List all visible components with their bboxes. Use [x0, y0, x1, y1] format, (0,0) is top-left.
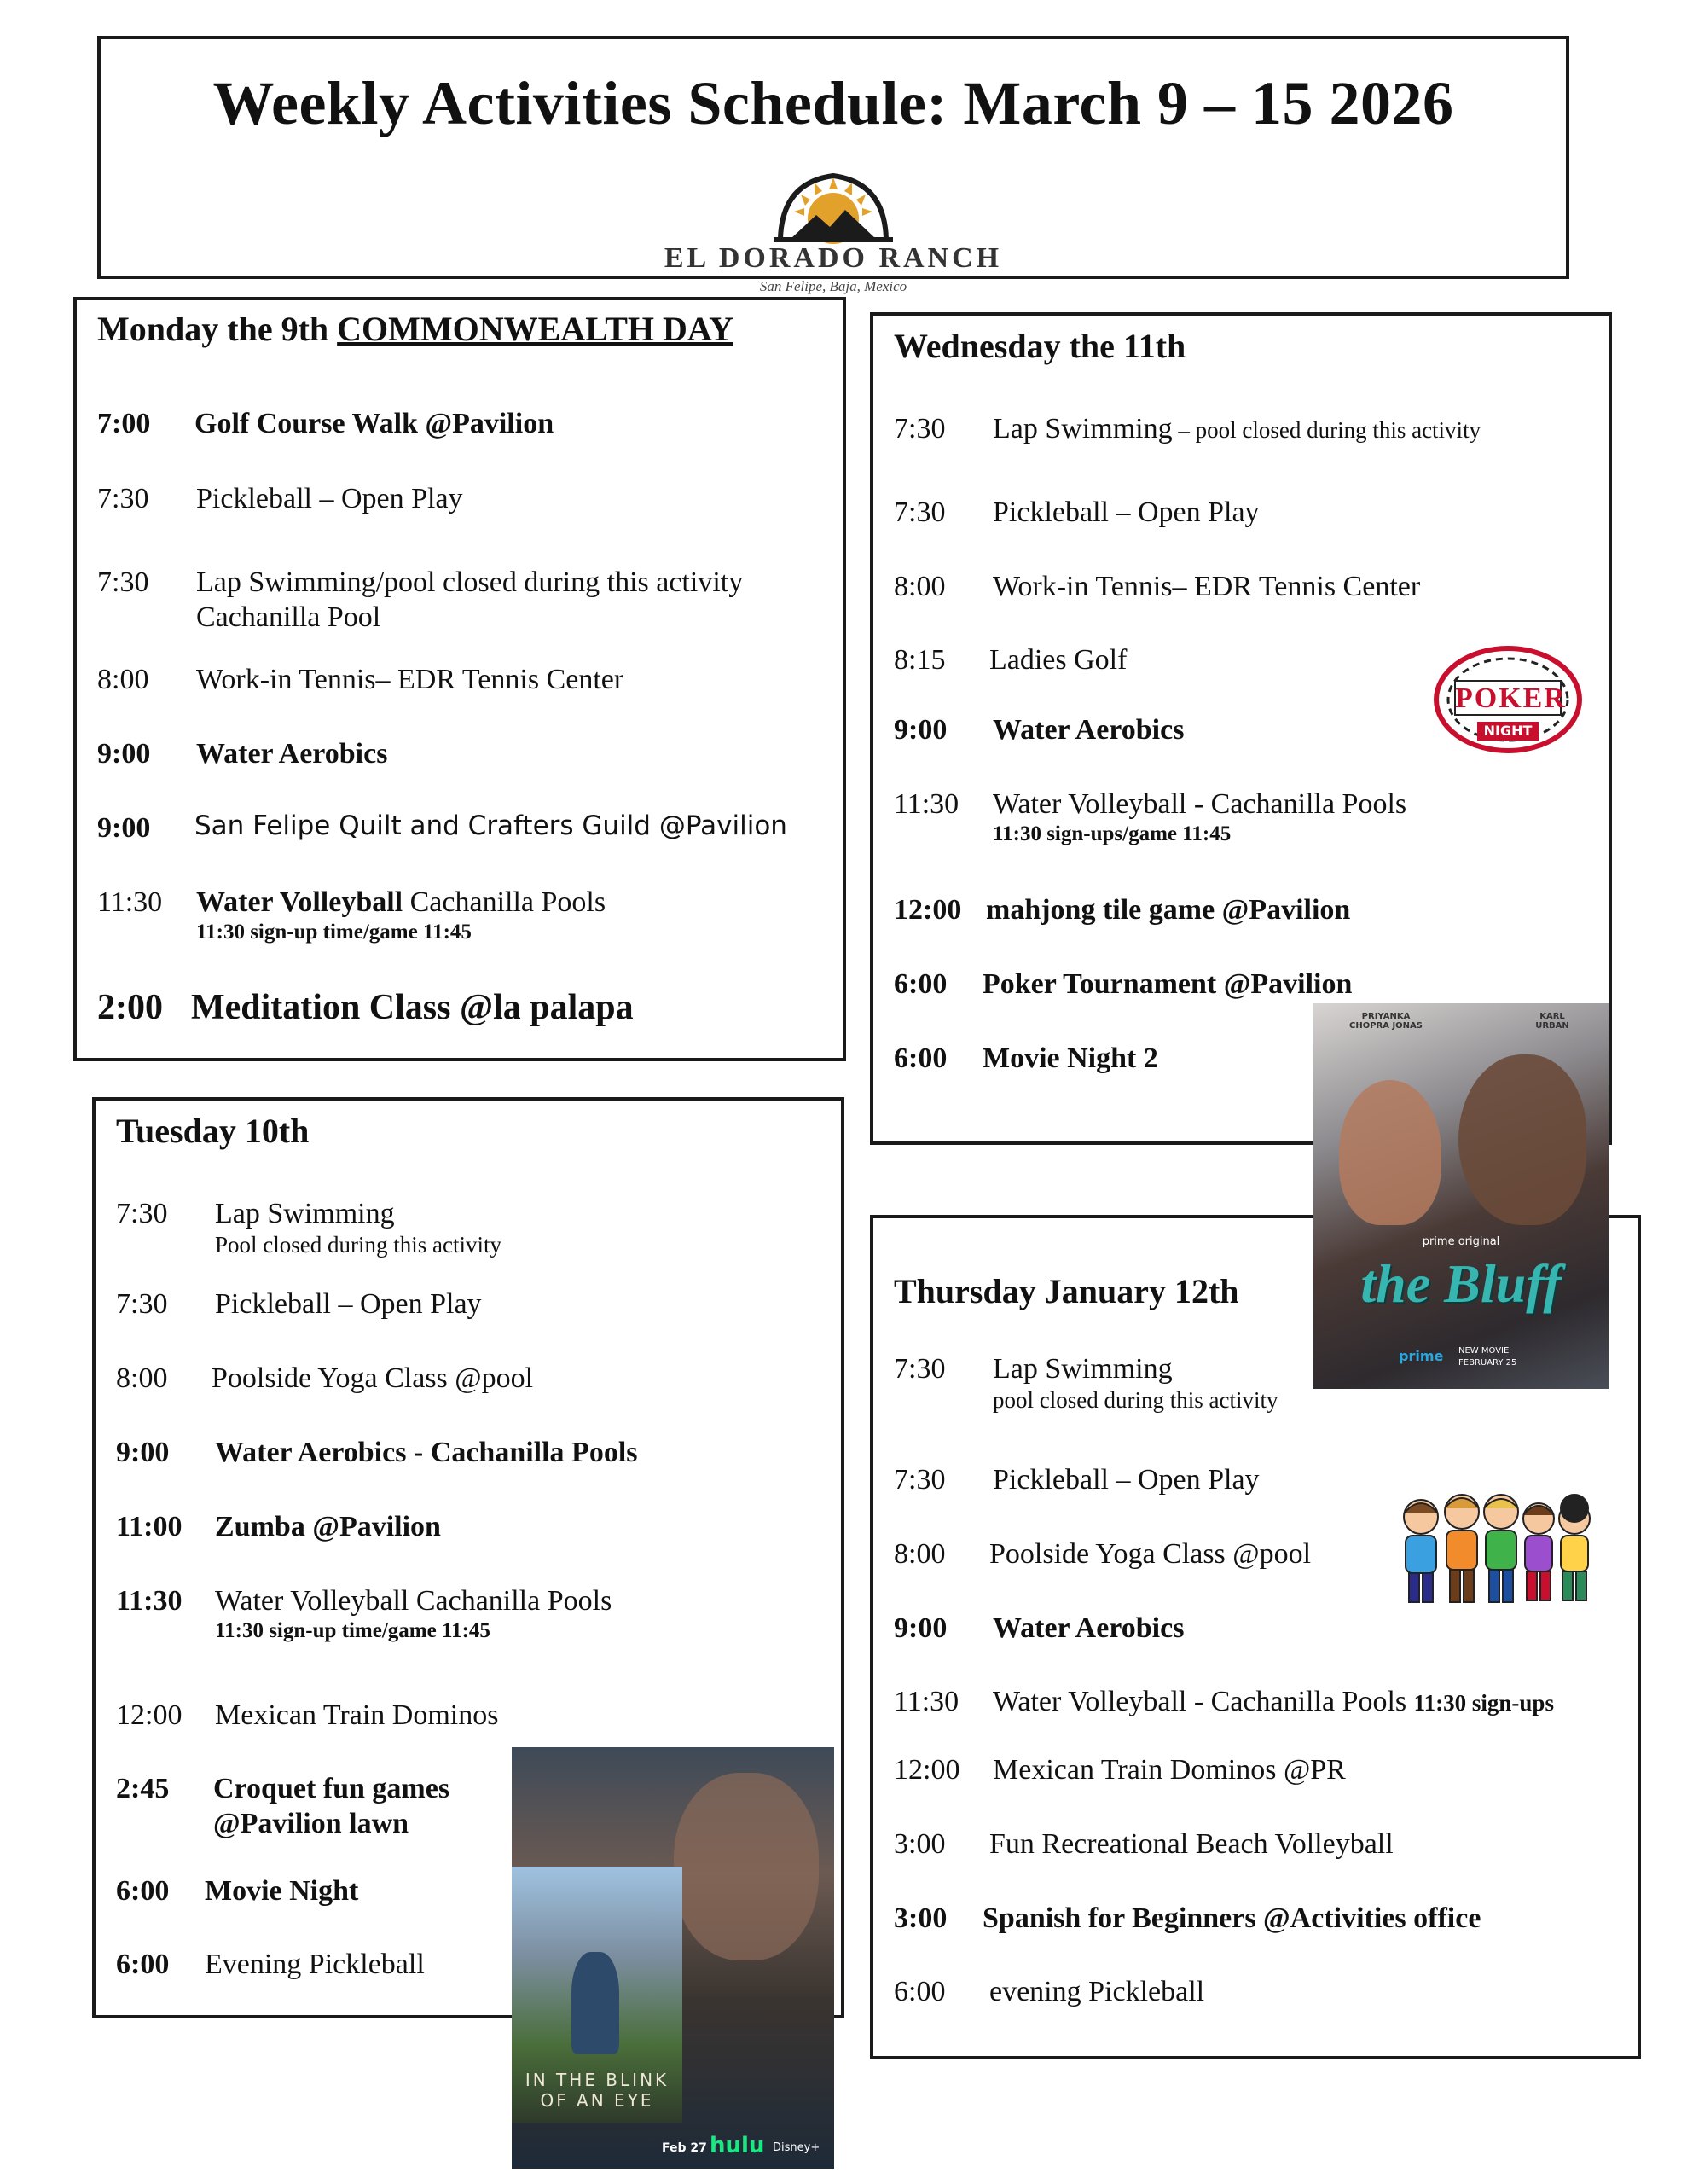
- item-activity: Water Volleyball Cachanilla Pools: [215, 1585, 612, 1617]
- item-activity: Lap Swimming: [993, 1353, 1173, 1385]
- el-dorado-logo: [101, 167, 1566, 295]
- item-activity: Golf Course Walk @Pavilion: [194, 408, 554, 439]
- in-the-blink-poster: [512, 1747, 834, 2169]
- item-activity: Movie Night: [205, 1875, 359, 1907]
- poster-figure-right: [1458, 1054, 1586, 1225]
- header-box: [97, 36, 1569, 294]
- item-time: 2:45: [116, 1773, 170, 1804]
- item-subtext: 11:30 sign-ups/game 11:45: [993, 822, 1232, 846]
- item-time: 7:30: [116, 1198, 168, 1229]
- monday-holiday: COMMONWEALTH DAY: [337, 310, 734, 348]
- item-activity: Croquet fun games: [213, 1773, 450, 1804]
- item-time: 11:30: [894, 788, 959, 820]
- the-bluff-poster: [1313, 1003, 1609, 1389]
- wednesday-title: Wednesday the 11th: [894, 327, 1186, 365]
- item-note: – pool closed during this activity: [1172, 417, 1481, 443]
- item-time: 12:00: [894, 894, 962, 926]
- item-time: 7:30: [97, 483, 149, 514]
- item-time: 9:00: [116, 1437, 170, 1468]
- sun-mountain-icon: [774, 167, 893, 244]
- item-time: 11:30: [894, 1686, 959, 1717]
- item-note: 11:30 sign-ups: [1413, 1690, 1554, 1716]
- monday-box: [73, 297, 846, 1061]
- item-time: 12:00: [116, 1699, 183, 1731]
- item-activity: Meditation Class @la palapa: [191, 988, 634, 1027]
- item-time: 6:00: [894, 1976, 946, 2007]
- item-time: 6:00: [894, 968, 948, 1000]
- item-activity: Zumba @Pavilion: [215, 1511, 441, 1542]
- poster-release-label: NEW MOVIE: [1458, 1346, 1510, 1356]
- item-activity: Water Aerobics - Cachanilla Pools: [215, 1437, 638, 1468]
- item-time: 8:00: [894, 571, 946, 602]
- item-time: 8:00: [894, 1538, 946, 1570]
- item-time: 8:00: [97, 664, 149, 695]
- poster-figure-left: [1339, 1080, 1441, 1225]
- tuesday-title: Tuesday 10th: [116, 1112, 310, 1150]
- item-activity-bold: Water Volleyball: [196, 886, 403, 918]
- poster-badge: prime original: [1422, 1235, 1500, 1248]
- item-activity: Water Aerobics: [993, 1612, 1185, 1644]
- kids-clipart-image: [1392, 1488, 1602, 1616]
- item-activity: Pickleball – Open Play: [993, 497, 1260, 528]
- item-activity: Lap Swimming/pool closed during this activity: [196, 566, 744, 598]
- item-time: 7:30: [97, 566, 149, 598]
- item-time: 3:00: [894, 1828, 946, 1860]
- item-activity: Evening Pickleball: [205, 1949, 425, 1980]
- item-time: 2:00: [97, 988, 163, 1027]
- poster-title-line2: OF AN EYE: [540, 2090, 654, 2111]
- item-activity: mahjong tile game @Pavilion: [986, 894, 1351, 926]
- item-activity: evening Pickleball: [989, 1976, 1205, 2007]
- item-activity: Poolside Yoga Class @pool: [212, 1362, 534, 1394]
- item-activity: Water Volleyball - Cachanilla Pools: [993, 788, 1407, 820]
- item-activity: Work-in Tennis– EDR Tennis Center: [993, 571, 1421, 602]
- item-subtext: 11:30 sign-up time/game 11:45: [196, 921, 472, 944]
- item-time: 8:00: [116, 1362, 168, 1394]
- item-subtext: @Pavilion lawn: [213, 1808, 409, 1840]
- item-time: 9:00: [894, 1612, 948, 1644]
- item-activity: Poker Tournament @Pavilion: [983, 968, 1353, 1000]
- logo-name: EL DORADO RANCH: [664, 242, 1003, 274]
- item-activity: San Felipe Quilt and Crafters Guild @Pavilion: [194, 810, 787, 841]
- item-time: 9:00: [894, 714, 948, 746]
- item-subtext: Pool closed during this activity: [215, 1232, 501, 1258]
- item-time: 11:30: [97, 886, 163, 918]
- item-activity: Ladies Golf: [989, 644, 1128, 676]
- poker-subtitle: NIGHT: [1483, 723, 1533, 739]
- item-activity: Water Aerobics: [196, 738, 388, 770]
- item-time: 7:30: [894, 1464, 946, 1496]
- item-subtext: pool closed during this activity: [993, 1387, 1278, 1414]
- item-time: 6:00: [894, 1043, 948, 1074]
- item-time: 11:00: [116, 1511, 183, 1542]
- poster-face-right: [674, 1773, 819, 1960]
- poker-title: POKER: [1455, 682, 1567, 714]
- poster-title-line1: IN THE BLINK: [525, 2070, 670, 2090]
- item-activity: Lap Swimming: [215, 1198, 395, 1229]
- monday-title: [97, 309, 733, 349]
- poster-date: Feb 27: [662, 2141, 707, 2155]
- poster-brand: hulu: [710, 2133, 765, 2158]
- item-activity: Mexican Train Dominos: [215, 1699, 499, 1731]
- item-time: 7:30: [116, 1288, 168, 1320]
- item-time: 9:00: [97, 738, 151, 770]
- item-subtext: Cachanilla Pool: [196, 601, 381, 634]
- item-activity: Water Aerobics: [993, 714, 1185, 746]
- logo-subtitle: San Felipe, Baja, Mexico: [759, 278, 907, 294]
- item-activity: Spanish for Beginners @Activities office: [983, 1902, 1481, 1934]
- item-activity: Cachanilla Pools: [403, 886, 606, 918]
- item-time: 6:00: [116, 1949, 170, 1980]
- poster-names-left: PRIYANKA CHOPRA JONAS: [1349, 1012, 1423, 1031]
- poster-title: the Bluff: [1360, 1253, 1562, 1314]
- item-time: 7:30: [894, 1353, 946, 1385]
- poster-names-right: KARL URBAN: [1535, 1012, 1569, 1031]
- poker-night-image: [1433, 645, 1583, 754]
- item-time: 11:30: [116, 1585, 183, 1617]
- item-activity: Work-in Tennis– EDR Tennis Center: [196, 664, 624, 695]
- item-time: 7:00: [97, 408, 151, 439]
- page-title: Weekly Activities Schedule: March 9 – 15 2026: [212, 69, 1454, 137]
- item-activity: Pickleball – Open Play: [215, 1288, 482, 1320]
- item-time: 12:00: [894, 1754, 960, 1786]
- poster-release-date: FEBRUARY 25: [1458, 1358, 1517, 1368]
- monday-title-prefix: Monday the 9th: [97, 310, 338, 348]
- item-time: 6:00: [116, 1875, 170, 1907]
- item-activity: Pickleball – Open Play: [993, 1464, 1260, 1496]
- thursday-title: Thursday January 12th: [894, 1272, 1239, 1310]
- poster-brand: prime: [1399, 1348, 1444, 1364]
- poster-figure: [571, 1952, 619, 2054]
- item-activity: Lap Swimming: [993, 413, 1173, 444]
- item-subtext: 11:30 sign-up time/game 11:45: [215, 1619, 490, 1643]
- item-activity: Pickleball – Open Play: [196, 483, 463, 514]
- item-time: 3:00: [894, 1902, 948, 1934]
- item-time: 9:00: [97, 812, 151, 844]
- item-time: 8:15: [894, 644, 946, 676]
- item-activity: Fun Recreational Beach Volleyball: [989, 1828, 1394, 1860]
- item-activity: Mexican Train Dominos @PR: [993, 1754, 1346, 1786]
- poster-brand2: Disney+: [773, 2141, 820, 2154]
- item-activity: Movie Night 2: [983, 1043, 1158, 1074]
- item-activity: Poolside Yoga Class @pool: [989, 1538, 1312, 1570]
- item-time: 7:30: [894, 413, 946, 444]
- item-time: 7:30: [894, 497, 946, 528]
- item-activity: Water Volleyball - Cachanilla Pools: [993, 1686, 1414, 1717]
